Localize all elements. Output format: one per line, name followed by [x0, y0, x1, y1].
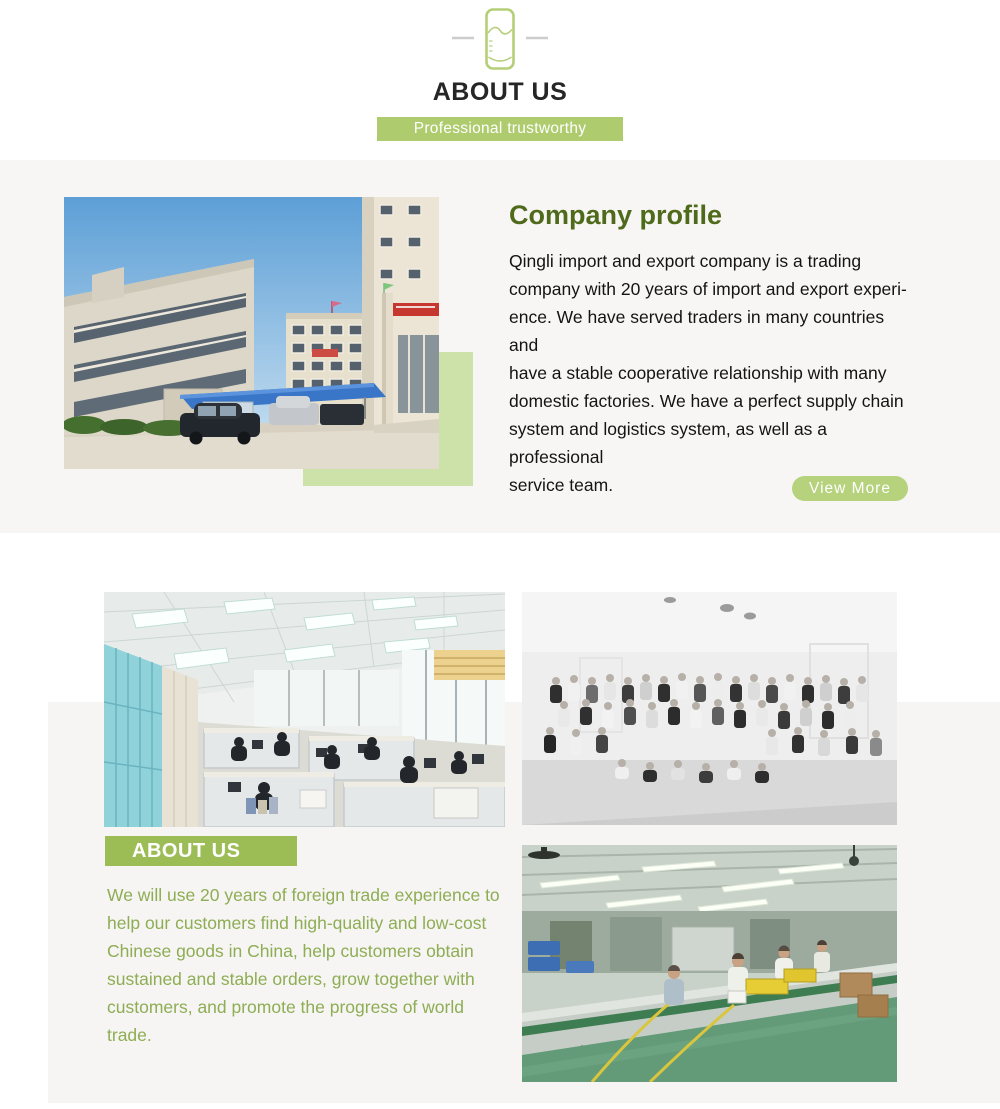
- profile-line: ence. We have served traders in many countries and: [509, 307, 885, 355]
- profile-line: domestic factories. We have a perfect supply chain: [509, 391, 904, 411]
- profile-line: service team.: [509, 475, 614, 495]
- page-title: ABOUT US: [432, 78, 568, 106]
- profile-line: company with 20 years of import and export experi-: [509, 279, 907, 299]
- about-line: customers, and promote the progress of world: [107, 997, 464, 1017]
- about-section-label: ABOUT US: [105, 836, 297, 866]
- profile-heading: Company profile: [509, 200, 723, 230]
- factory-workshop-photo: [522, 845, 897, 1082]
- header-slogan-banner: Professional trustworthy: [377, 117, 623, 141]
- company-building-photo: [64, 197, 439, 469]
- team-group-photo: [522, 592, 897, 825]
- about-line: We will use 20 years of foreign trade experience to: [107, 885, 500, 905]
- view-more-button[interactable]: View More: [792, 476, 908, 501]
- profile-line: system and logistics system, as well as a professional: [509, 419, 828, 467]
- about-line: sustained and stable orders, grow together with: [107, 969, 475, 989]
- office-interior-photo: [104, 592, 505, 827]
- profile-line: have a stable cooperative relationship with many: [509, 363, 887, 383]
- about-line: help our customers find high-quality and low-cost: [107, 913, 487, 933]
- about-paragraph: [107, 881, 507, 1049]
- profile-line: Qingli import and export company is a trading: [509, 251, 862, 271]
- about-line: trade.: [107, 1025, 152, 1045]
- measuring-cup-icon: [444, 8, 556, 70]
- profile-paragraph: [509, 247, 911, 499]
- about-line: Chinese goods in China, help customers obtain: [107, 941, 474, 961]
